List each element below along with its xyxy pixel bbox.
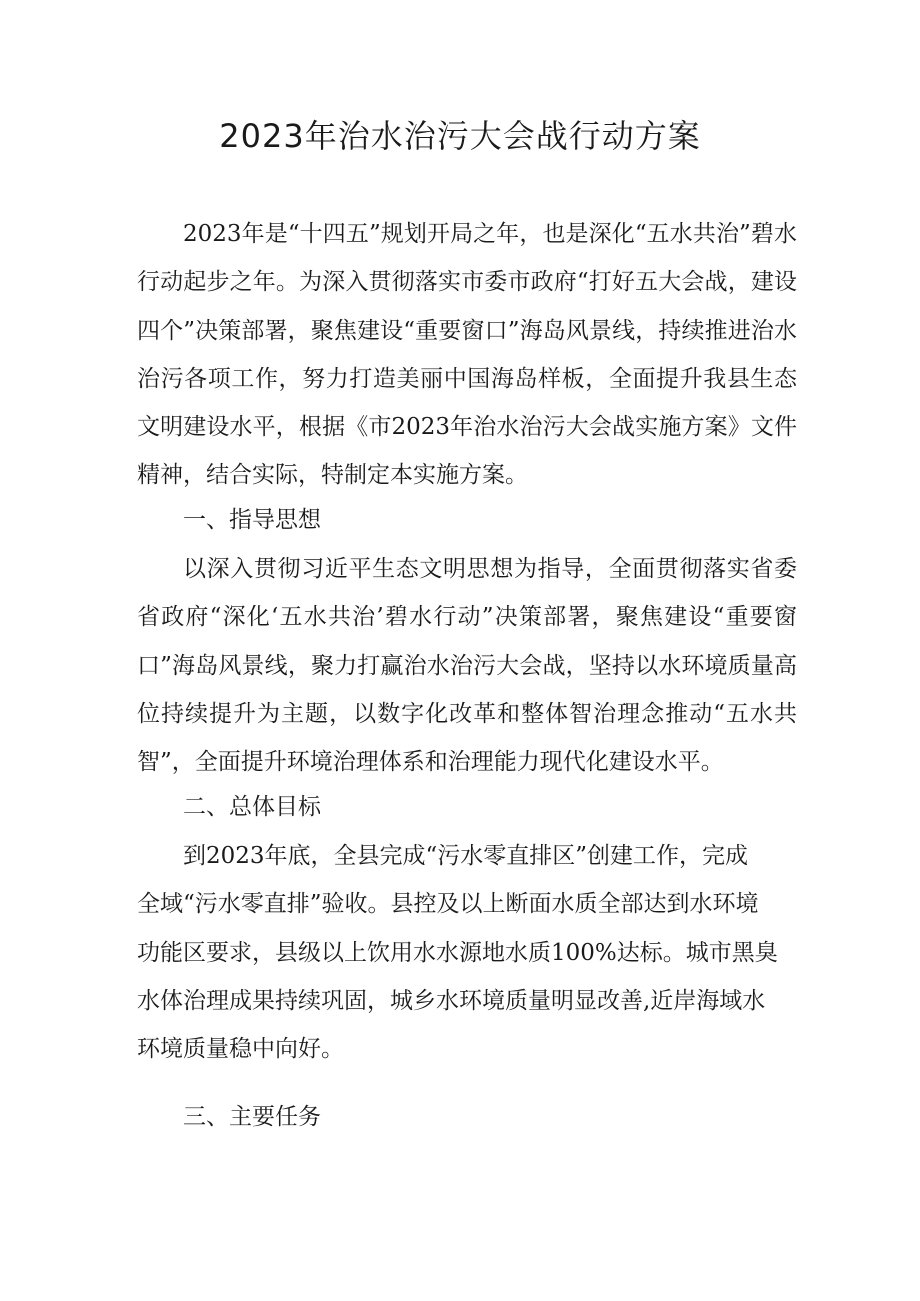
- goals-line: 环境质量稳中向好。: [137, 1036, 344, 1063]
- section-heading-guiding-ideology: 一、指导思想: [183, 507, 321, 533]
- overall-goals-paragraph: [137, 832, 797, 1073]
- document-title: 2023年治水治污大会战行动方案: [219, 117, 701, 155]
- section-heading-overall-goals: 二、总体目标: [183, 794, 321, 820]
- goals-line: 水体治理成果持续巩固，城乡水环境质量明显改善,近岸海域水: [137, 987, 766, 1014]
- guiding-ideology-paragraph: 以深入贯彻习近平生态文明思想为指导，全面贯彻落实省委省政府“深化‘五水共治’碧水行动”决策部署，聚焦建设“重要窗口”海岛风景线，聚力打赢治水治污大会战，坚持以水环境质量高位持续提升为主题，以数字化改革和整体智治理念推动“五水共智”，全面提升环境治理体系和治理能力现代化建设水平。: [137, 556, 797, 776]
- intro-paragraph: 2023年是“十四五”规划开局之年，也是深化“五水共治”碧水行动起步之年。为深入贯彻落实市委市政府“打好五大会战，建设四个”决策部署，聚焦建设“重要窗口”海岛风景线，持续推进治水治污各项工作，努力打造美丽中国海岛样板，全面提升我县生态文明建设水平，根据《市2023年治水治污大会战实施方案》文件精神，结合实际，特制定本实施方案。: [137, 221, 797, 489]
- goals-line: 功能区要求，县级以上饮用水水源地水质100%达标。城市黑臭: [137, 939, 778, 966]
- goals-line: 到2023年底，全县完成“污水零直排区”创建工作，完成: [183, 843, 749, 869]
- goals-line: 全域“污水零直排”验收。县控及以上断面水质全部达到水环境: [137, 891, 759, 918]
- section-heading-main-tasks: 三、主要任务: [183, 1104, 321, 1130]
